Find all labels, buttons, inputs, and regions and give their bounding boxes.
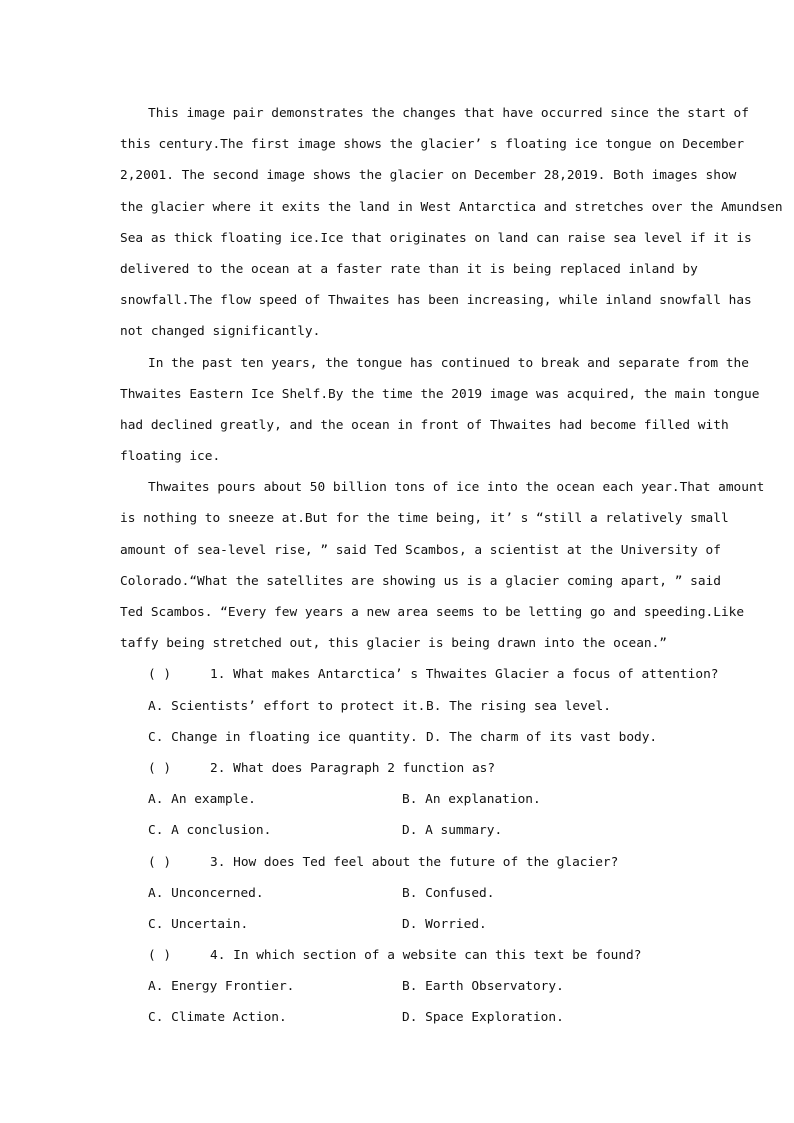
paragraph-2-line: floating ice.	[120, 449, 221, 465]
paragraph-2-line: In the past ten years, the tongue has continued to break and separate from the	[148, 355, 749, 371]
question-1-options-row-2	[120, 722, 674, 753]
option-d[interactable]: D. The charm of its vast body.	[426, 729, 658, 745]
question-2-options-row-2	[120, 815, 674, 846]
paragraph-1-line: the glacier where it exits the land in West Antarctica and stretches over the Amundsen	[120, 199, 783, 215]
option-b[interactable]: B. The rising sea level.	[426, 698, 611, 714]
question-text: 3. How does Ted feel about the future of the glacier?	[210, 854, 619, 870]
question-2-options-row-1	[120, 784, 674, 815]
answer-blank[interactable]: ( )	[148, 667, 172, 683]
question-text: 1. What makes Antarctica’ s Thwaites Glacier a focus of attention?	[210, 667, 719, 683]
question-3-stem	[120, 847, 674, 878]
option-a[interactable]: A. Scientists’ effort to protect it.	[148, 698, 426, 714]
paragraph-3-line: amount of sea-level rise, ” said Ted Scambos, a scientist at the University of	[120, 542, 721, 558]
question-text: 2. What does Paragraph 2 function as?	[210, 760, 496, 776]
reading-passage	[120, 98, 783, 1034]
paragraph-1-line: delivered to the ocean at a faster rate than it is being replaced inland by	[120, 261, 698, 277]
paragraph-3-line: Ted Scambos. “Every few years a new area seems to be letting go and speeding.Like	[120, 605, 745, 620]
question-1-options-row-1	[120, 691, 674, 722]
option-c[interactable]: C. Climate Action.	[148, 1010, 287, 1026]
option-a[interactable]: A. Unconcerned.	[148, 885, 264, 901]
answer-blank[interactable]: ( )	[148, 854, 172, 870]
paragraph-2-line: Thwaites Eastern Ice Shelf.By the time the 2019 image was acquired, the main tongue	[120, 386, 760, 402]
paragraph-3-line: taffy being stretched out, this glacier is being drawn into the ocean.”	[120, 636, 668, 652]
option-d[interactable]: D. Space Exploration.	[402, 1010, 564, 1026]
option-c[interactable]: C. Uncertain.	[148, 916, 249, 932]
option-a[interactable]: A. Energy Frontier.	[148, 979, 295, 995]
paragraph-1-line: Sea as thick floating ice.Ice that originates on land can raise sea level if it is	[120, 230, 752, 246]
option-b[interactable]: B. Earth Observatory.	[402, 979, 564, 995]
paragraph-3-line: Thwaites pours about 50 billion tons of ice into the ocean each year.That amount	[148, 480, 765, 496]
question-4-options-row-2	[120, 1002, 674, 1033]
option-d[interactable]: D. A summary.	[402, 823, 503, 839]
paragraph-3-line: is nothing to sneeze at.But for the time being, it’ s “still a relatively small	[120, 511, 729, 527]
answer-blank[interactable]: ( )	[148, 760, 172, 776]
option-c[interactable]: C. A conclusion.	[148, 823, 272, 839]
question-text: 4. In which section of a website can this text be found?	[210, 948, 642, 964]
option-c[interactable]: C. Change in floating ice quantity.	[148, 729, 418, 745]
question-3-options-row-1	[120, 878, 674, 909]
paragraph-3-line: Colorado.“What the satellites are showing us is a glacier coming apart, ” said	[120, 573, 721, 589]
option-d[interactable]: D. Worried.	[402, 916, 487, 932]
answer-blank[interactable]: ( )	[148, 948, 172, 964]
paragraph-1-line: 2,2001. The second image shows the glacier on December 28,2019. Both images show	[120, 168, 737, 184]
question-2-stem	[120, 753, 674, 784]
paragraph-1-line: snowfall.The flow speed of Thwaites has been increasing, while inland snowfall has	[120, 293, 752, 309]
question-4-stem	[120, 940, 674, 971]
question-1-stem	[120, 659, 719, 690]
paragraph-1-line: this century.The first image shows the glacier’ s floating ice tongue on December	[120, 137, 745, 153]
option-b[interactable]: B. Confused.	[402, 885, 495, 901]
paragraph-1-line: This image pair demonstrates the changes that have occurred since the start of	[148, 106, 749, 121]
option-a[interactable]: A. An example.	[148, 792, 256, 808]
paragraph-1-line: not changed significantly.	[120, 324, 321, 340]
paragraph-2-line: had declined greatly, and the ocean in front of Thwaites had become filled with	[120, 417, 729, 433]
question-3-options-row-2	[120, 909, 674, 940]
question-4-options-row-1	[120, 971, 674, 1002]
option-b[interactable]: B. An explanation.	[402, 792, 541, 808]
